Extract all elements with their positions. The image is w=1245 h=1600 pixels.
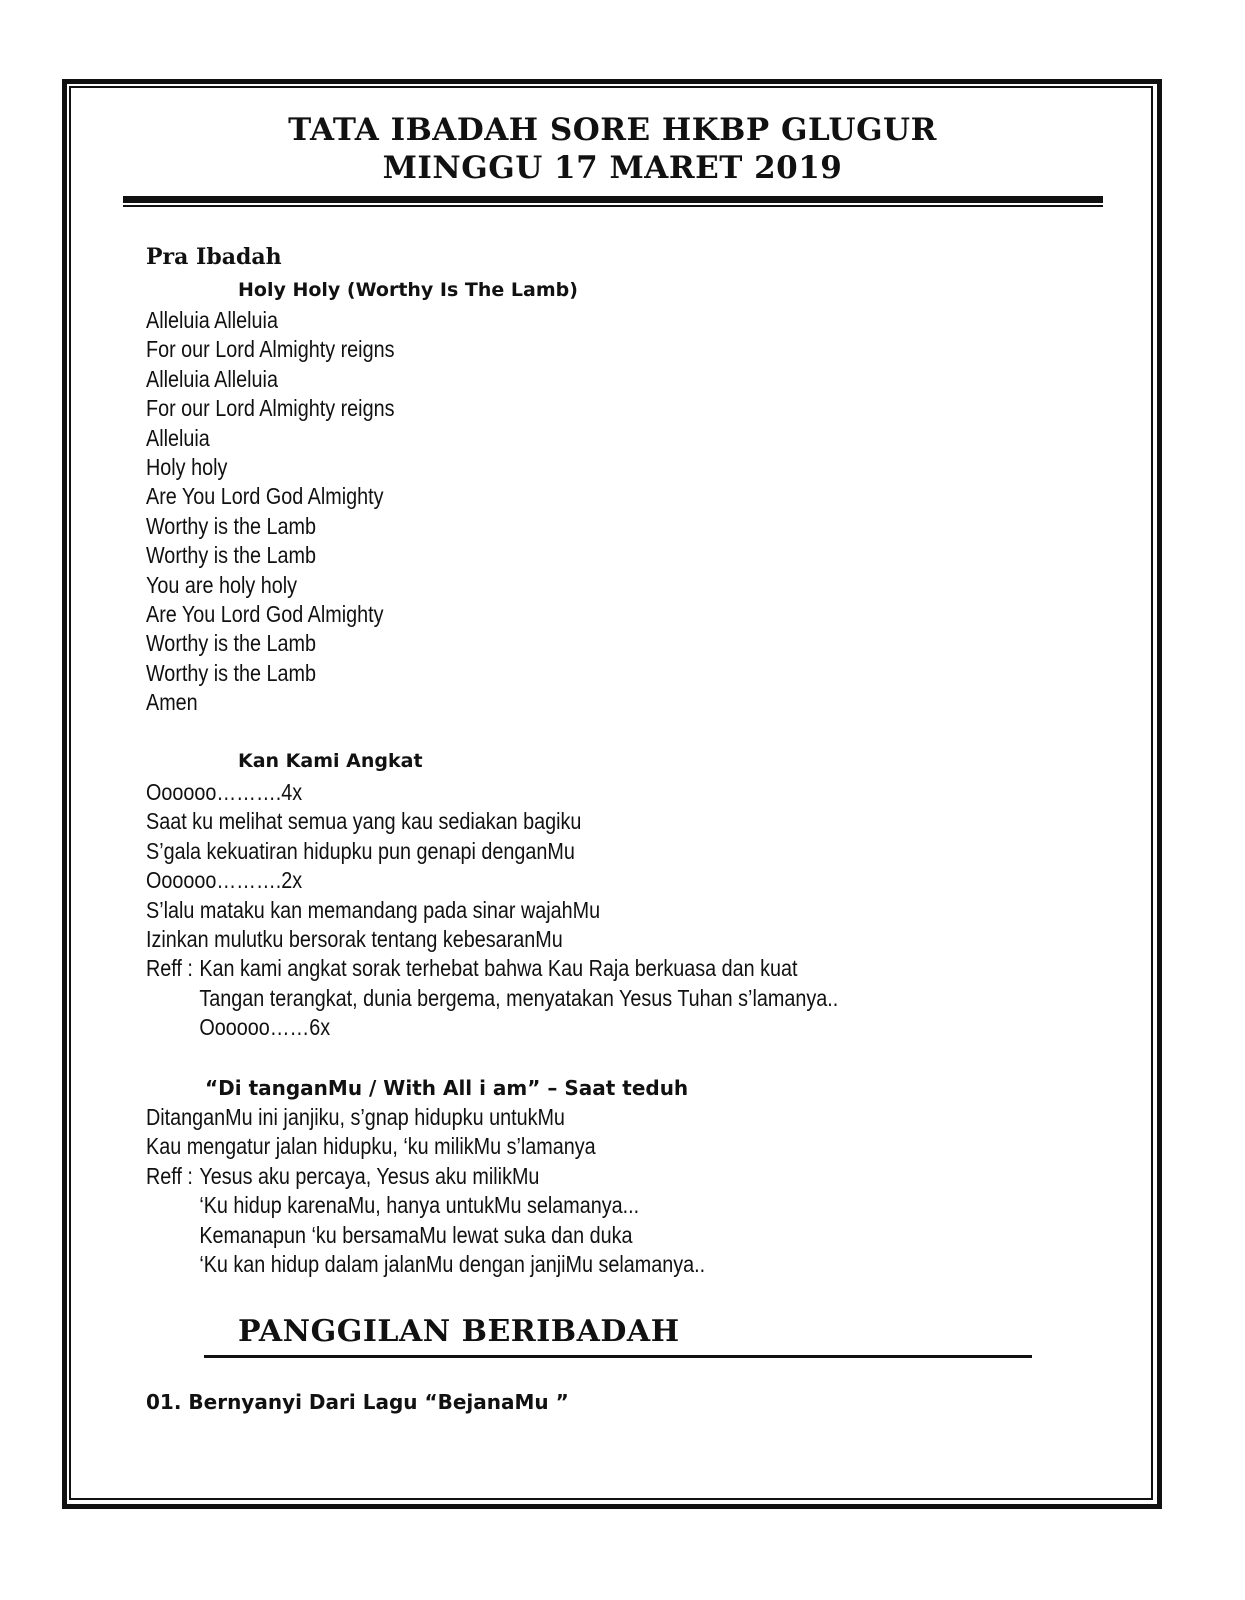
lyric-line: Kau mengatur jalan hidupku, ‘ku milikMu s’lamanya <box>146 1133 596 1160</box>
lyric-line: DitanganMu ini janjiku, s’gnap hidupku untukMu <box>146 1104 565 1130</box>
title-line-1: TATA IBADAH SORE HKBP GLUGUR <box>288 112 937 148</box>
lyric-line: Are You Lord God Almighty <box>146 483 384 510</box>
lyric-line: Alleluia Alleluia <box>146 307 278 333</box>
lyric-line: S’gala kekuatiran hidupku pun genapi denganMu <box>146 837 575 864</box>
section-heading: PANGGILAN BERIBADAH <box>238 1314 680 1349</box>
lyric-line: Worthy is the Lamb <box>146 512 317 539</box>
reff-text: ‘Ku kan hidup dalam jalanMu dengan janjiMu selamanya.. <box>199 1250 706 1277</box>
document-title <box>0 111 1225 187</box>
agenda-item-1: 01. Bernyanyi Dari Lagu “BejanaMu ” <box>146 1390 569 1414</box>
reff-text: Tangan terangkat, dunia bergema, menyatakan Yesus Tuhan s’lamanya.. <box>199 984 839 1011</box>
reff-text: ‘Ku hidup karenaMu, hanya untukMu selamanya... <box>199 1192 640 1219</box>
pra-ibadah-heading: Pra Ibadah <box>146 244 282 270</box>
song-title-1: Holy Holy (Worthy Is The Lamb) <box>238 279 578 301</box>
reff-label: Reff : <box>146 955 193 982</box>
title-line-2: MINGGU 17 MARET 2019 <box>382 150 843 186</box>
lyric-line: For our Lord Almighty reigns <box>146 395 395 422</box>
reff-text: Kemanapun ‘ku bersamaMu lewat suka dan duka <box>199 1221 633 1248</box>
lyric-line: Oooooo……….4x <box>146 779 303 805</box>
reff-line <box>146 1191 705 1220</box>
lyric-line: Worthy is the Lamb <box>146 542 317 569</box>
reff-line <box>146 1250 705 1279</box>
song-title-2: Kan Kami Angkat <box>238 750 423 772</box>
song-lyrics-1 <box>146 306 435 717</box>
lyric-line: For our Lord Almighty reigns <box>146 336 395 363</box>
lyric-line: Holy holy <box>146 453 228 480</box>
song-lyrics-3 <box>146 1103 796 1279</box>
reff-line <box>146 954 838 983</box>
lyric-line: Alleluia Alleluia <box>146 365 278 392</box>
reff-line <box>146 1013 838 1042</box>
title-rule-thin <box>123 205 1103 207</box>
reff-text: Oooooo……6x <box>199 1014 331 1041</box>
lyric-line: Amen <box>146 689 198 716</box>
lyric-line: Worthy is the Lamb <box>146 659 317 686</box>
lyric-line: Worthy is the Lamb <box>146 630 317 657</box>
lyric-line: Are You Lord God Almighty <box>146 600 384 627</box>
song-title-3: “Di tanganMu / With All i am” – Saat teduh <box>205 1076 689 1100</box>
reff-text: Yesus aku percaya, Yesus aku milikMu <box>199 1162 540 1189</box>
lyric-line: You are holy holy <box>146 571 298 598</box>
reff-text: Kan kami angkat sorak terhebat bahwa Kau Raja berkuasa dan kuat <box>199 955 798 982</box>
lyric-line: Izinkan mulutku bersorak tentang kebesaranMu <box>146 925 563 952</box>
reff-label: Reff : <box>146 1162 193 1189</box>
lyric-line: Saat ku melihat semua yang kau sediakan bagiku <box>146 808 582 835</box>
reff-line <box>146 984 838 1013</box>
lyric-line: Alleluia <box>146 424 210 451</box>
lyric-line: S’lalu mataku kan memandang pada sinar wajahMu <box>146 896 601 923</box>
reff-line <box>146 1221 705 1250</box>
song-lyrics-2 <box>146 778 951 1043</box>
section-rule <box>204 1355 1032 1358</box>
lyric-line: Oooooo……….2x <box>146 867 303 894</box>
title-rule-thick <box>123 196 1103 203</box>
reff-line <box>146 1162 705 1191</box>
